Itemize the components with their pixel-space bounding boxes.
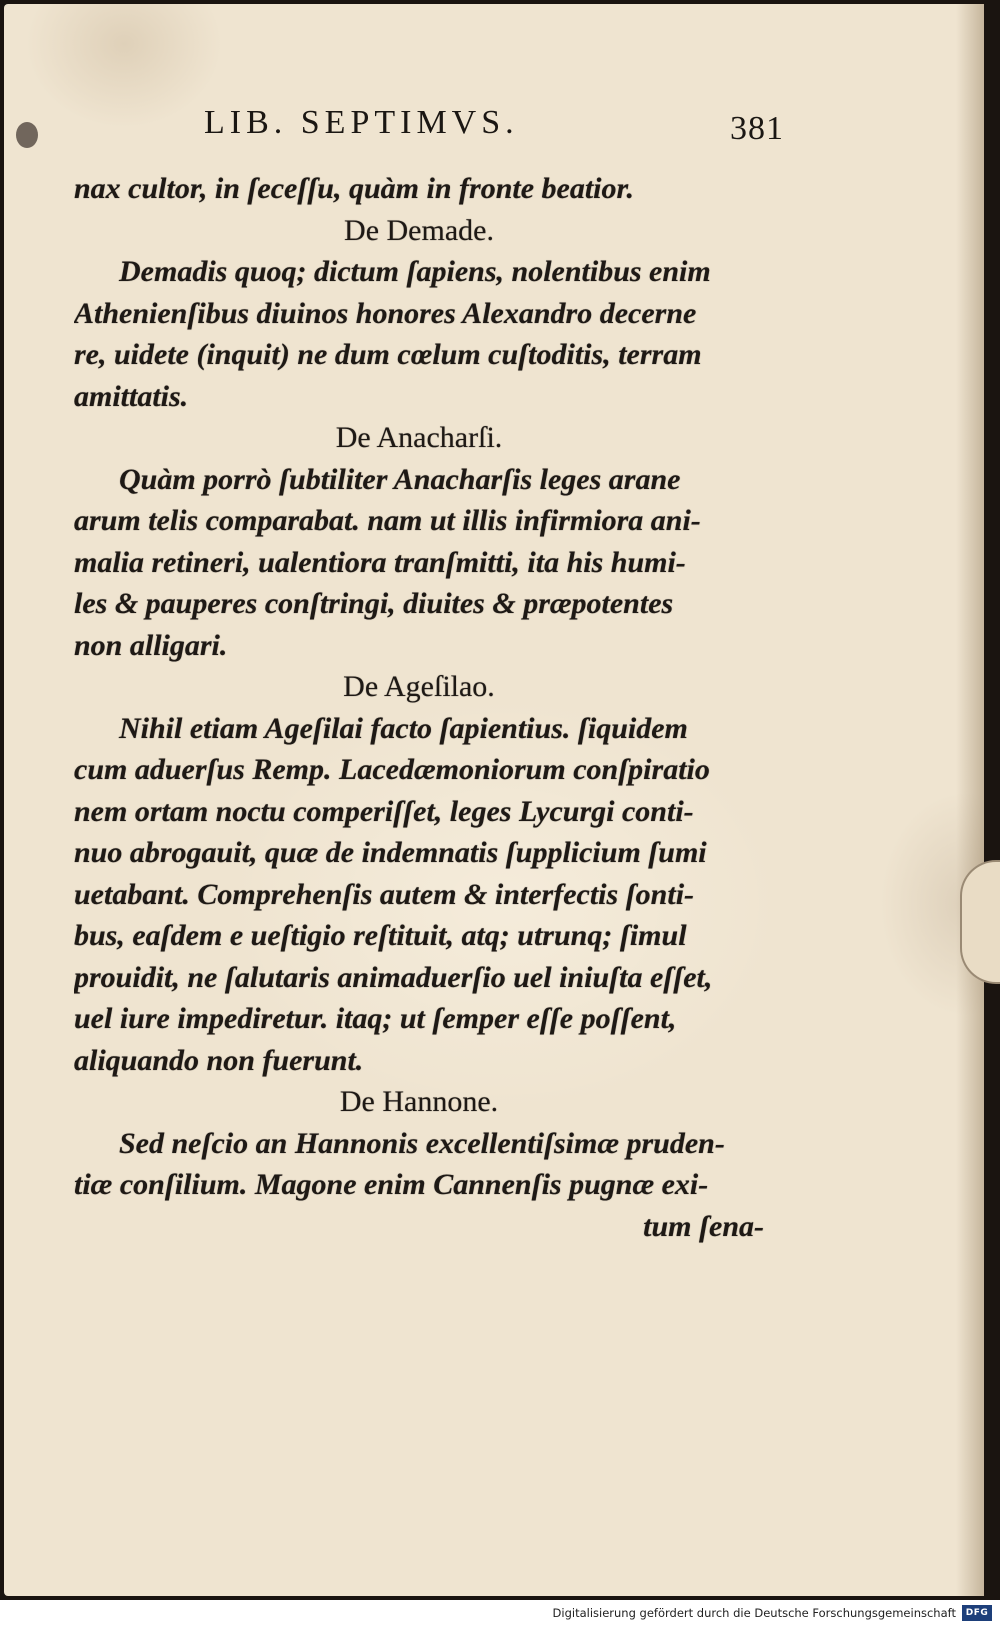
text-line: cum aduerſus Remp. Lacedæmoniorum conſpiratio (74, 753, 710, 786)
page-edge-shadow (956, 4, 984, 1596)
text-line: arum telis comparabat. nam ut illis infirmiora ani- (74, 504, 701, 537)
text-line: Athenienſibus diuinos honores Alexandro decerne (74, 296, 697, 330)
text-line: uetabant. Comprehenſis autem & interfectis ſonti- (74, 877, 695, 911)
digitization-credit: Digitalisierung gefördert durch die Deutsche Forschungsgemeinschaft (552, 1606, 956, 1620)
text-line: bus, eaſdem e ueſtigio reſtituit, atq; utrunq; ſimul (74, 919, 687, 952)
text-line: nax cultor, in ſeceſſu, quàm in fronte beatior. (74, 172, 635, 205)
text-line: tiæ conſilium. Magone enim Cannenſis pugnæ exi- (74, 1168, 709, 1201)
folio-number: 381 (730, 110, 784, 147)
footer-bar (0, 1600, 1000, 1632)
dfg-logo: DFG (962, 1605, 992, 1621)
text-line: uel iure impediretur. itaq; ut ſemper eſſe poſſent, (74, 1002, 677, 1035)
text-line: Demadis quoq; dictum ſapiens, nolentibus enim (119, 255, 711, 288)
section-heading: De Hannone. (339, 1085, 499, 1118)
page-clip (960, 860, 1000, 984)
text-line: les & pauperes conſtringi, diuites & præpotentes (74, 587, 674, 620)
text-line: Sed neſcio an Hannonis excellentiſsimæ pruden- (119, 1126, 725, 1160)
text-line: re, uidete (inquit) ne dum cœlum cuſtoditis, terram (74, 338, 702, 371)
text-line: malia retineri, ualentiora tranſmitti, ita his humi- (74, 545, 686, 579)
section-heading: De Ageſilao. (343, 670, 495, 703)
book-page (4, 4, 984, 1596)
text-line: tum ſena- (643, 1209, 764, 1243)
text-line: aliquando non fuerunt. (74, 1043, 364, 1077)
binding-hole (16, 122, 38, 148)
running-head: LIB. SEPTIMVS. (204, 104, 519, 141)
text-line: nem ortam noctu comperiſſet, leges Lycurgi conti- (74, 794, 694, 828)
text-line: amittatis. (74, 379, 189, 413)
text-line: Quàm porrò ſubtiliter Anacharſis leges arane (119, 462, 681, 496)
page-header (204, 104, 784, 154)
body-text (74, 168, 764, 1247)
text-line: Nihil etiam Ageſilai facto ſapientius. ſiquidem (119, 711, 688, 745)
text-line: prouidit, ne ſalutaris animaduerſio uel iniuſta eſſet, (74, 960, 713, 994)
text-line: non alligari. (74, 628, 228, 662)
text-line: nuo abrogauit, quæ de indemnatis ſupplicium ſumi (74, 836, 707, 869)
section-heading: De Demade. (344, 213, 494, 247)
section-heading: De Anacharſi. (335, 421, 503, 454)
